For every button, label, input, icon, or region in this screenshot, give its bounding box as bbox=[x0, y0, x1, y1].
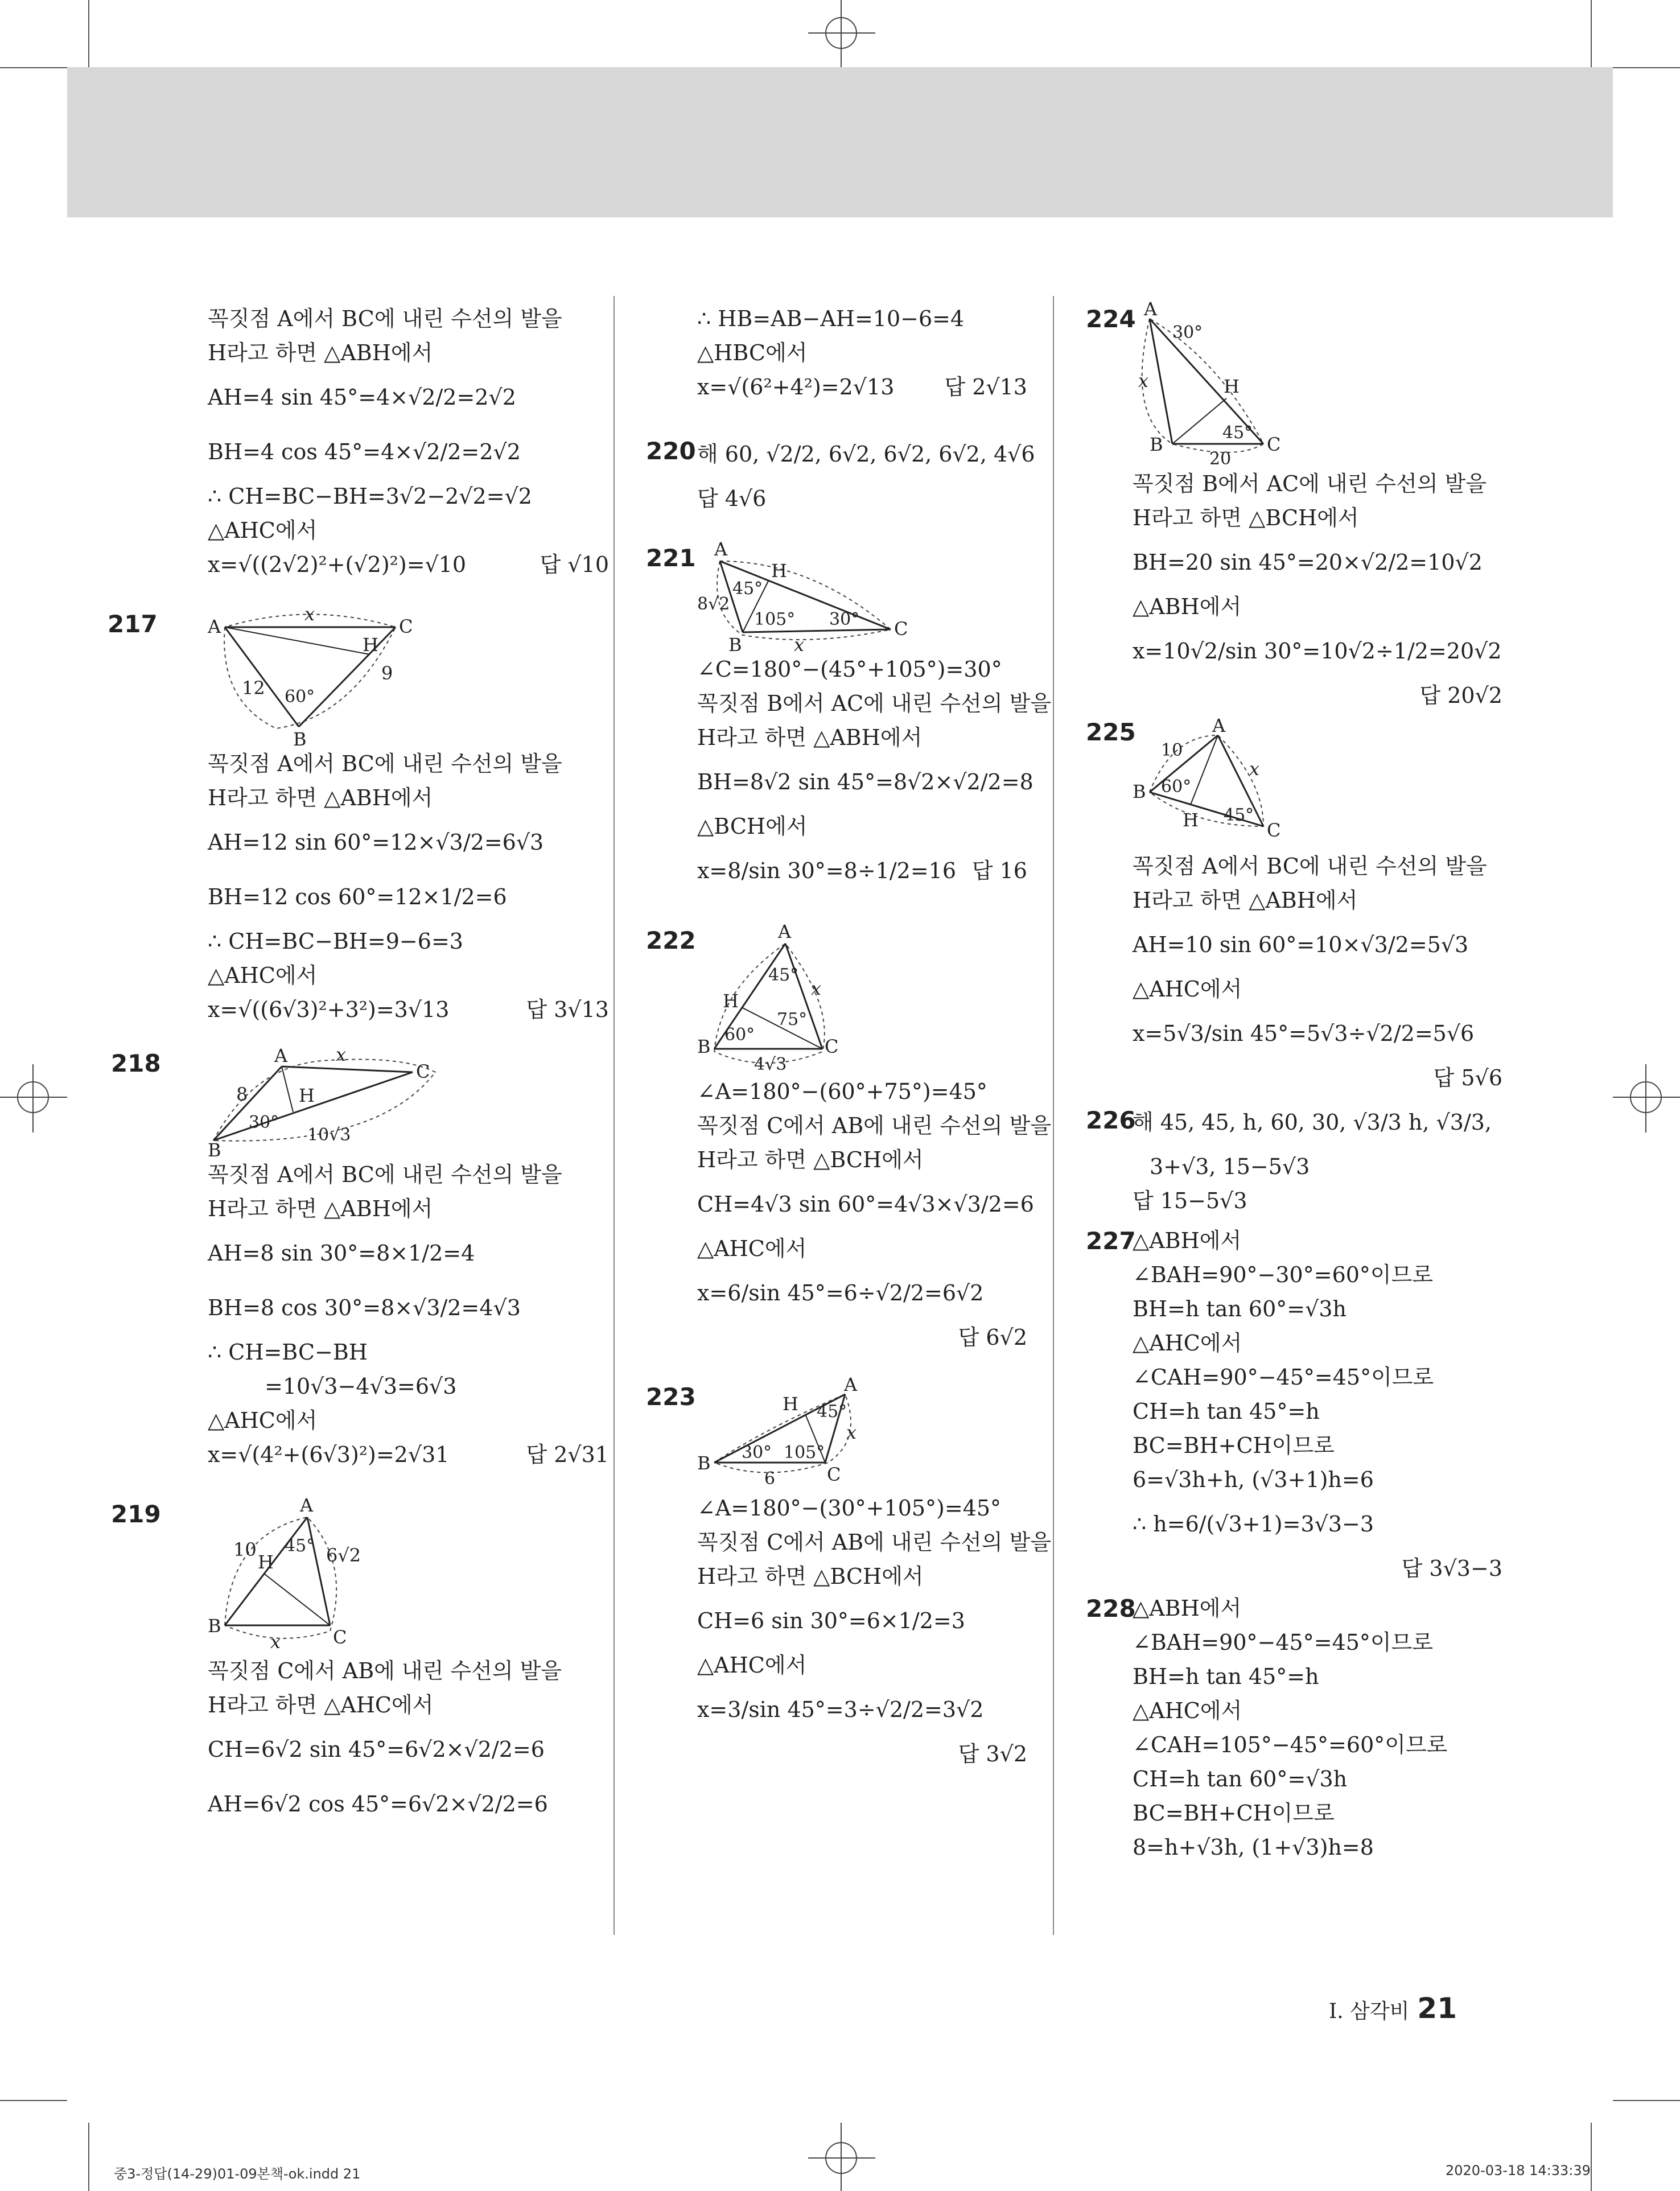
side-label: x bbox=[336, 1044, 347, 1065]
solution-line: 3+√3, 15−5√3 bbox=[1150, 1154, 1310, 1179]
answer: 답 20√2 bbox=[1419, 683, 1502, 708]
answer: 답 3√13 bbox=[526, 997, 609, 1022]
side-label: 10√3 bbox=[307, 1125, 351, 1145]
solution-228 bbox=[1086, 1591, 1502, 1864]
registration-mark bbox=[808, 0, 876, 67]
problem-number: 224 bbox=[1086, 305, 1136, 333]
vertex-label: B bbox=[697, 1452, 711, 1474]
vertex-label: C bbox=[333, 1626, 347, 1648]
angle-label: 105° bbox=[784, 1443, 825, 1463]
solution-result: x=√((2√2)²+(√2)²)=√10 bbox=[208, 552, 467, 577]
vertex-label: C bbox=[825, 1036, 839, 1057]
solution-line bbox=[208, 547, 609, 582]
solution-line: △AHC에서 bbox=[208, 963, 318, 988]
side-label: 12 bbox=[242, 677, 265, 699]
side-label: 8√2 bbox=[697, 594, 730, 614]
solution-line: BH=h tan 60°=√3h bbox=[1133, 1296, 1347, 1321]
vertex-label: B bbox=[728, 634, 742, 656]
solution-line: ∴ CH=BC−BH=9−6=3 bbox=[208, 929, 463, 954]
solution-line: BH=h tan 45°=h bbox=[1133, 1664, 1319, 1689]
crop-mark bbox=[0, 2100, 67, 2101]
solution-219-cont bbox=[697, 302, 1027, 404]
solution-line: BH=20 sin 45°=20×√2/2=10√2 bbox=[1133, 550, 1483, 575]
problem-number: 227 bbox=[1086, 1227, 1136, 1255]
solution-result: x=8/sin 30°=8÷1/2=16 bbox=[697, 858, 957, 883]
solution-line: x=10√2/sin 30°=10√2÷1/2=20√2 bbox=[1133, 639, 1502, 664]
solution-line: △ABH에서 bbox=[1133, 1596, 1242, 1621]
footer-filename: 중3-정답(14-29)01-09본책-ok.indd 21 bbox=[114, 2166, 361, 2182]
vertex-label: B bbox=[208, 1615, 221, 1637]
side-label: 8 bbox=[236, 1084, 248, 1105]
solution-line: 꼭짓점 C에서 AB에 내린 수선의 발을 bbox=[208, 1658, 562, 1683]
solution-line: CH=h tan 45°=h bbox=[1133, 1399, 1320, 1424]
angle-label: 45° bbox=[1224, 805, 1254, 825]
vertex-label: A bbox=[208, 616, 221, 637]
page-section-label bbox=[1329, 1992, 1457, 2025]
solution-line: ∴ CH=BC−BH bbox=[208, 1340, 368, 1365]
registration-mark bbox=[1613, 1064, 1680, 1132]
vertex-label: A bbox=[1212, 715, 1226, 736]
solution-220 bbox=[646, 427, 1035, 516]
triangle-figure bbox=[208, 603, 413, 750]
vertex-label: A bbox=[778, 921, 792, 942]
solution-line: x=5√3/sin 45°=5√3÷√2/2=5√6 bbox=[1133, 1021, 1475, 1046]
column-divider bbox=[613, 296, 615, 1935]
angle-label: 45° bbox=[285, 1536, 315, 1556]
solution-227 bbox=[1086, 1224, 1502, 1585]
angle-label: 45° bbox=[817, 1402, 847, 1422]
solution-216 bbox=[208, 302, 609, 582]
side-label: 6√2 bbox=[326, 1545, 361, 1566]
vertex-label: A bbox=[1144, 298, 1158, 320]
column-divider bbox=[1053, 296, 1054, 1935]
crop-mark bbox=[1591, 0, 1592, 67]
answer: 답 2√13 bbox=[944, 374, 1027, 400]
solution-line: ∠A=180°−(30°+105°)=45° bbox=[697, 1496, 1002, 1521]
crop-mark bbox=[88, 0, 89, 67]
vertex-label: A bbox=[274, 1045, 288, 1066]
vertex-label: H bbox=[723, 990, 739, 1012]
vertex-label: H bbox=[771, 560, 787, 582]
solution-line: BC=BH+CH이므로 bbox=[1133, 1433, 1335, 1458]
problem-number: 217 bbox=[108, 610, 158, 638]
registration-mark bbox=[808, 2123, 876, 2191]
vertex-label: H bbox=[1224, 376, 1240, 397]
page-number: 21 bbox=[1417, 1992, 1457, 2025]
crop-mark bbox=[1591, 2123, 1592, 2191]
solution-223 bbox=[646, 1374, 1052, 1771]
side-label: 10 bbox=[233, 1539, 257, 1560]
solution-217 bbox=[108, 603, 609, 1027]
solution-line: ∠A=180°−(60°+75°)=45° bbox=[697, 1079, 987, 1104]
solution-221 bbox=[646, 538, 1052, 898]
solution-line: 꼭짓점 B에서 AC에 내린 수선의 발을 bbox=[1133, 471, 1487, 496]
vertex-label: A bbox=[300, 1494, 314, 1516]
solution-line: H라고 하면 △ABH에서 bbox=[208, 785, 433, 810]
triangle-figure bbox=[208, 1494, 424, 1654]
solution-224 bbox=[1086, 298, 1502, 713]
vertex-label: C bbox=[894, 618, 908, 640]
solution-line: 8=h+√3h, (1+√3)h=8 bbox=[1133, 1835, 1374, 1860]
angle-label: 60° bbox=[285, 687, 315, 707]
vertex-label: H bbox=[783, 1393, 798, 1415]
triangle-figure bbox=[697, 1374, 902, 1491]
solution-line: BC=BH+CH이므로 bbox=[1133, 1801, 1335, 1826]
answer: 답 3√2 bbox=[958, 1741, 1027, 1766]
side-label: x bbox=[846, 1422, 857, 1443]
solution-line: x=3/sin 45°=3÷√2/2=3√2 bbox=[697, 1697, 984, 1722]
solution-line: △ABH에서 bbox=[1133, 594, 1242, 619]
column-3 bbox=[1086, 298, 1502, 1864]
problem-number: 228 bbox=[1086, 1595, 1136, 1622]
solution-line: △AHC에서 bbox=[1133, 1331, 1242, 1356]
solution-line: △AHC에서 bbox=[208, 1408, 318, 1433]
solution-line: △ABH에서 bbox=[1133, 1228, 1242, 1253]
solution-line bbox=[697, 370, 1027, 404]
solution-line: △AHC에서 bbox=[697, 1236, 807, 1261]
crop-mark bbox=[1613, 67, 1680, 68]
answer: 답 16 bbox=[971, 858, 1027, 883]
vertex-label: B bbox=[293, 728, 307, 750]
crop-mark bbox=[1613, 2100, 1680, 2101]
solution-line: ∴ h=6/(√3+1)=3√3−3 bbox=[1133, 1512, 1374, 1537]
solution-line: 꼭짓점 A에서 BC에 내린 수선의 발을 bbox=[208, 306, 562, 331]
problem-number: 218 bbox=[111, 1049, 161, 1077]
solution-result: x=√(4²+(6√3)²)=2√31 bbox=[208, 1442, 450, 1467]
solution-line: 꼭짓점 A에서 BC에 내린 수선의 발을 bbox=[1133, 854, 1487, 879]
solution-line: 꼭짓점 A에서 BC에 내린 수선의 발을 bbox=[208, 1162, 562, 1187]
solution-line: H라고 하면 △BCH에서 bbox=[697, 1147, 924, 1172]
vertex-label: A bbox=[714, 538, 728, 560]
solution-line: 꼭짓점 B에서 AC에 내린 수선의 발을 bbox=[697, 691, 1052, 716]
solution-line: BH=12 cos 60°=12×1/2=6 bbox=[208, 884, 507, 909]
answer: 답 4√6 bbox=[697, 486, 767, 511]
triangle-figure bbox=[1133, 715, 1337, 849]
solution-line: ∠BAH=90°−30°=60°이므로 bbox=[1133, 1262, 1434, 1287]
solution-line: △AHC에서 bbox=[697, 1653, 807, 1678]
vertex-label: B bbox=[1150, 434, 1163, 455]
angle-label: 45° bbox=[768, 965, 799, 985]
angle-label: 30° bbox=[829, 609, 860, 629]
solution-line: 꼭짓점 C에서 AB에 내린 수선의 발을 bbox=[697, 1530, 1052, 1555]
triangle-figure bbox=[697, 538, 908, 656]
vertex-label: C bbox=[827, 1464, 841, 1485]
solution-line: CH=h tan 60°=√3h bbox=[1133, 1766, 1348, 1791]
vertex-label: A bbox=[844, 1374, 858, 1395]
vertex-label: B bbox=[697, 1036, 711, 1057]
problem-number: 223 bbox=[646, 1383, 696, 1411]
angle-label: 60° bbox=[724, 1025, 755, 1045]
angle-label: 30° bbox=[1172, 323, 1203, 343]
solution-line: CH=6√2 sin 45°=6√2×√2/2=6 bbox=[208, 1737, 545, 1762]
vertex-label: C bbox=[416, 1061, 430, 1082]
solution-line: AH=8 sin 30°=8×1/2=4 bbox=[208, 1241, 475, 1266]
solution-line: AH=6√2 cos 45°=6√2×√2/2=6 bbox=[208, 1791, 548, 1817]
problem-number: 221 bbox=[646, 544, 696, 572]
problem-number: 219 bbox=[111, 1500, 161, 1528]
answer: 답 15−5√3 bbox=[1133, 1188, 1247, 1213]
vertex-label: H bbox=[1183, 809, 1199, 831]
side-label: 4√3 bbox=[754, 1055, 787, 1074]
angle-label: 45° bbox=[732, 579, 763, 599]
triangle-figure bbox=[1133, 298, 1337, 469]
angle-label: 45° bbox=[1222, 423, 1253, 443]
answer: 답 6√2 bbox=[958, 1325, 1027, 1350]
side-label: x bbox=[1249, 758, 1260, 780]
vertex-label: B bbox=[208, 1139, 221, 1161]
solution-line: △HBC에서 bbox=[697, 340, 808, 365]
solution-line: 꼭짓점 A에서 BC에 내린 수선의 발을 bbox=[208, 751, 562, 776]
side-label: x bbox=[304, 603, 315, 625]
solution-219 bbox=[111, 1494, 609, 1831]
vertex-label: H bbox=[299, 1085, 315, 1106]
vertex-label: C bbox=[1267, 434, 1281, 455]
footer-timestamp: 2020-03-18 14:33:39 bbox=[1446, 2163, 1591, 2178]
side-label: x bbox=[811, 978, 822, 999]
vertex-label: H bbox=[363, 634, 378, 656]
solution-line: CH=4√3 sin 60°=4√3×√3/2=6 bbox=[697, 1192, 1034, 1217]
solution-line: CH=6 sin 30°=6×1/2=3 bbox=[697, 1608, 965, 1633]
vertex-label: B bbox=[1133, 781, 1146, 802]
side-label: x bbox=[270, 1631, 281, 1653]
solution-line: 꼭짓점 C에서 AB에 내린 수선의 발을 bbox=[697, 1113, 1052, 1138]
side-label: 9 bbox=[381, 662, 393, 684]
registration-mark bbox=[0, 1064, 67, 1132]
angle-label: 105° bbox=[754, 609, 796, 629]
angle-label: 75° bbox=[777, 1010, 808, 1029]
column-1 bbox=[108, 302, 609, 1831]
side-label: 10 bbox=[1161, 740, 1183, 760]
vertex-label: H bbox=[258, 1551, 274, 1573]
solution-line: H라고 하면 △ABH에서 bbox=[208, 340, 433, 365]
solution-line bbox=[208, 1438, 609, 1472]
solution-line: ∴ CH=BC−BH=3√2−2√2=√2 bbox=[208, 484, 532, 509]
solution-line: ∴ HB=AB−AH=10−6=4 bbox=[697, 306, 965, 331]
angle-label: 30° bbox=[249, 1113, 279, 1132]
side-label: 20 bbox=[1209, 449, 1232, 469]
answer: 답 3√3−3 bbox=[1401, 1556, 1502, 1581]
solution-line: ∠C=180°−(45°+105°)=30° bbox=[697, 657, 1002, 682]
solution-line: AH=12 sin 60°=12×√3/2=6√3 bbox=[208, 830, 544, 855]
solution-line: H라고 하면 △BCH에서 bbox=[1133, 505, 1359, 530]
answer: 답 2√31 bbox=[526, 1442, 609, 1467]
triangle-figure bbox=[208, 1044, 470, 1161]
solution-line: H라고 하면 △ABH에서 bbox=[697, 725, 923, 750]
solution-218 bbox=[111, 1044, 609, 1472]
crop-mark bbox=[88, 2123, 89, 2191]
solution-line: AH=4 sin 45°=4×√2/2=2√2 bbox=[208, 385, 516, 410]
solution-line: 해 60, √2/2, 6√2, 6√2, 6√2, 4√6 bbox=[697, 442, 1035, 467]
solution-line: BH=4 cos 45°=4×√2/2=2√2 bbox=[208, 439, 521, 464]
vertex-label: C bbox=[1267, 819, 1281, 841]
problem-number: 220 bbox=[646, 437, 696, 465]
solution-line: BH=8√2 sin 45°=8√2×√2/2=8 bbox=[697, 769, 1033, 794]
solution-225 bbox=[1086, 715, 1502, 1095]
solution-line: BH=8 cos 30°=8×√3/2=4√3 bbox=[208, 1295, 521, 1320]
solution-line: ∠BAH=90°−45°=45°이므로 bbox=[1133, 1630, 1434, 1655]
crop-mark bbox=[0, 67, 67, 68]
solution-226 bbox=[1086, 1095, 1502, 1218]
solution-line: ∠CAH=90°−45°=45°이므로 bbox=[1133, 1365, 1434, 1390]
problem-number: 226 bbox=[1086, 1106, 1136, 1134]
triangle-figure bbox=[697, 921, 902, 1074]
solution-222 bbox=[646, 921, 1052, 1354]
solution-line: H라고 하면 △ABH에서 bbox=[1133, 888, 1358, 913]
solution-line: H라고 하면 △BCH에서 bbox=[697, 1564, 924, 1589]
section-title: Ⅰ. 삼각비 bbox=[1328, 2000, 1410, 2023]
side-label: x bbox=[1138, 370, 1149, 392]
solution-line: △AHC에서 bbox=[208, 518, 318, 543]
solution-line: H라고 하면 △AHC에서 bbox=[208, 1692, 434, 1718]
vertex-label: C bbox=[399, 616, 413, 637]
solution-line bbox=[208, 992, 609, 1027]
angle-label: 30° bbox=[742, 1443, 772, 1463]
solution-line: AH=10 sin 60°=10×√3/2=5√3 bbox=[1133, 932, 1469, 957]
solution-result: x=√(6²+4²)=2√13 bbox=[697, 374, 895, 400]
answer: 답 √10 bbox=[540, 552, 609, 577]
side-label: x bbox=[794, 634, 805, 656]
solution-line: △BCH에서 bbox=[697, 814, 808, 839]
solution-line: △AHC에서 bbox=[1133, 1698, 1242, 1723]
solution-line: 해 45, 45, h, 60, 30, √3/3 h, √3/3, bbox=[1133, 1110, 1492, 1135]
solution-line: H라고 하면 △ABH에서 bbox=[208, 1196, 433, 1221]
problem-number: 222 bbox=[646, 926, 696, 954]
answer: 답 5√6 bbox=[1433, 1065, 1502, 1090]
solution-line: ∠CAH=105°−45°=60°이므로 bbox=[1133, 1732, 1448, 1757]
angle-label: 60° bbox=[1161, 777, 1192, 797]
solution-line: △AHC에서 bbox=[1133, 977, 1242, 1002]
problem-number: 225 bbox=[1086, 718, 1136, 746]
solution-line: x=6/sin 45°=6÷√2/2=6√2 bbox=[697, 1280, 984, 1305]
solution-line: =10√3−4√3=6√3 bbox=[265, 1374, 457, 1399]
solution-line bbox=[697, 843, 1027, 898]
side-label: 6 bbox=[764, 1469, 776, 1489]
solution-line: 6=√3h+h, (√3+1)h=6 bbox=[1133, 1467, 1374, 1492]
solution-result: x=√((6√3)²+3²)=3√13 bbox=[208, 997, 450, 1022]
column-2 bbox=[646, 302, 1052, 1771]
header-band bbox=[67, 67, 1613, 217]
